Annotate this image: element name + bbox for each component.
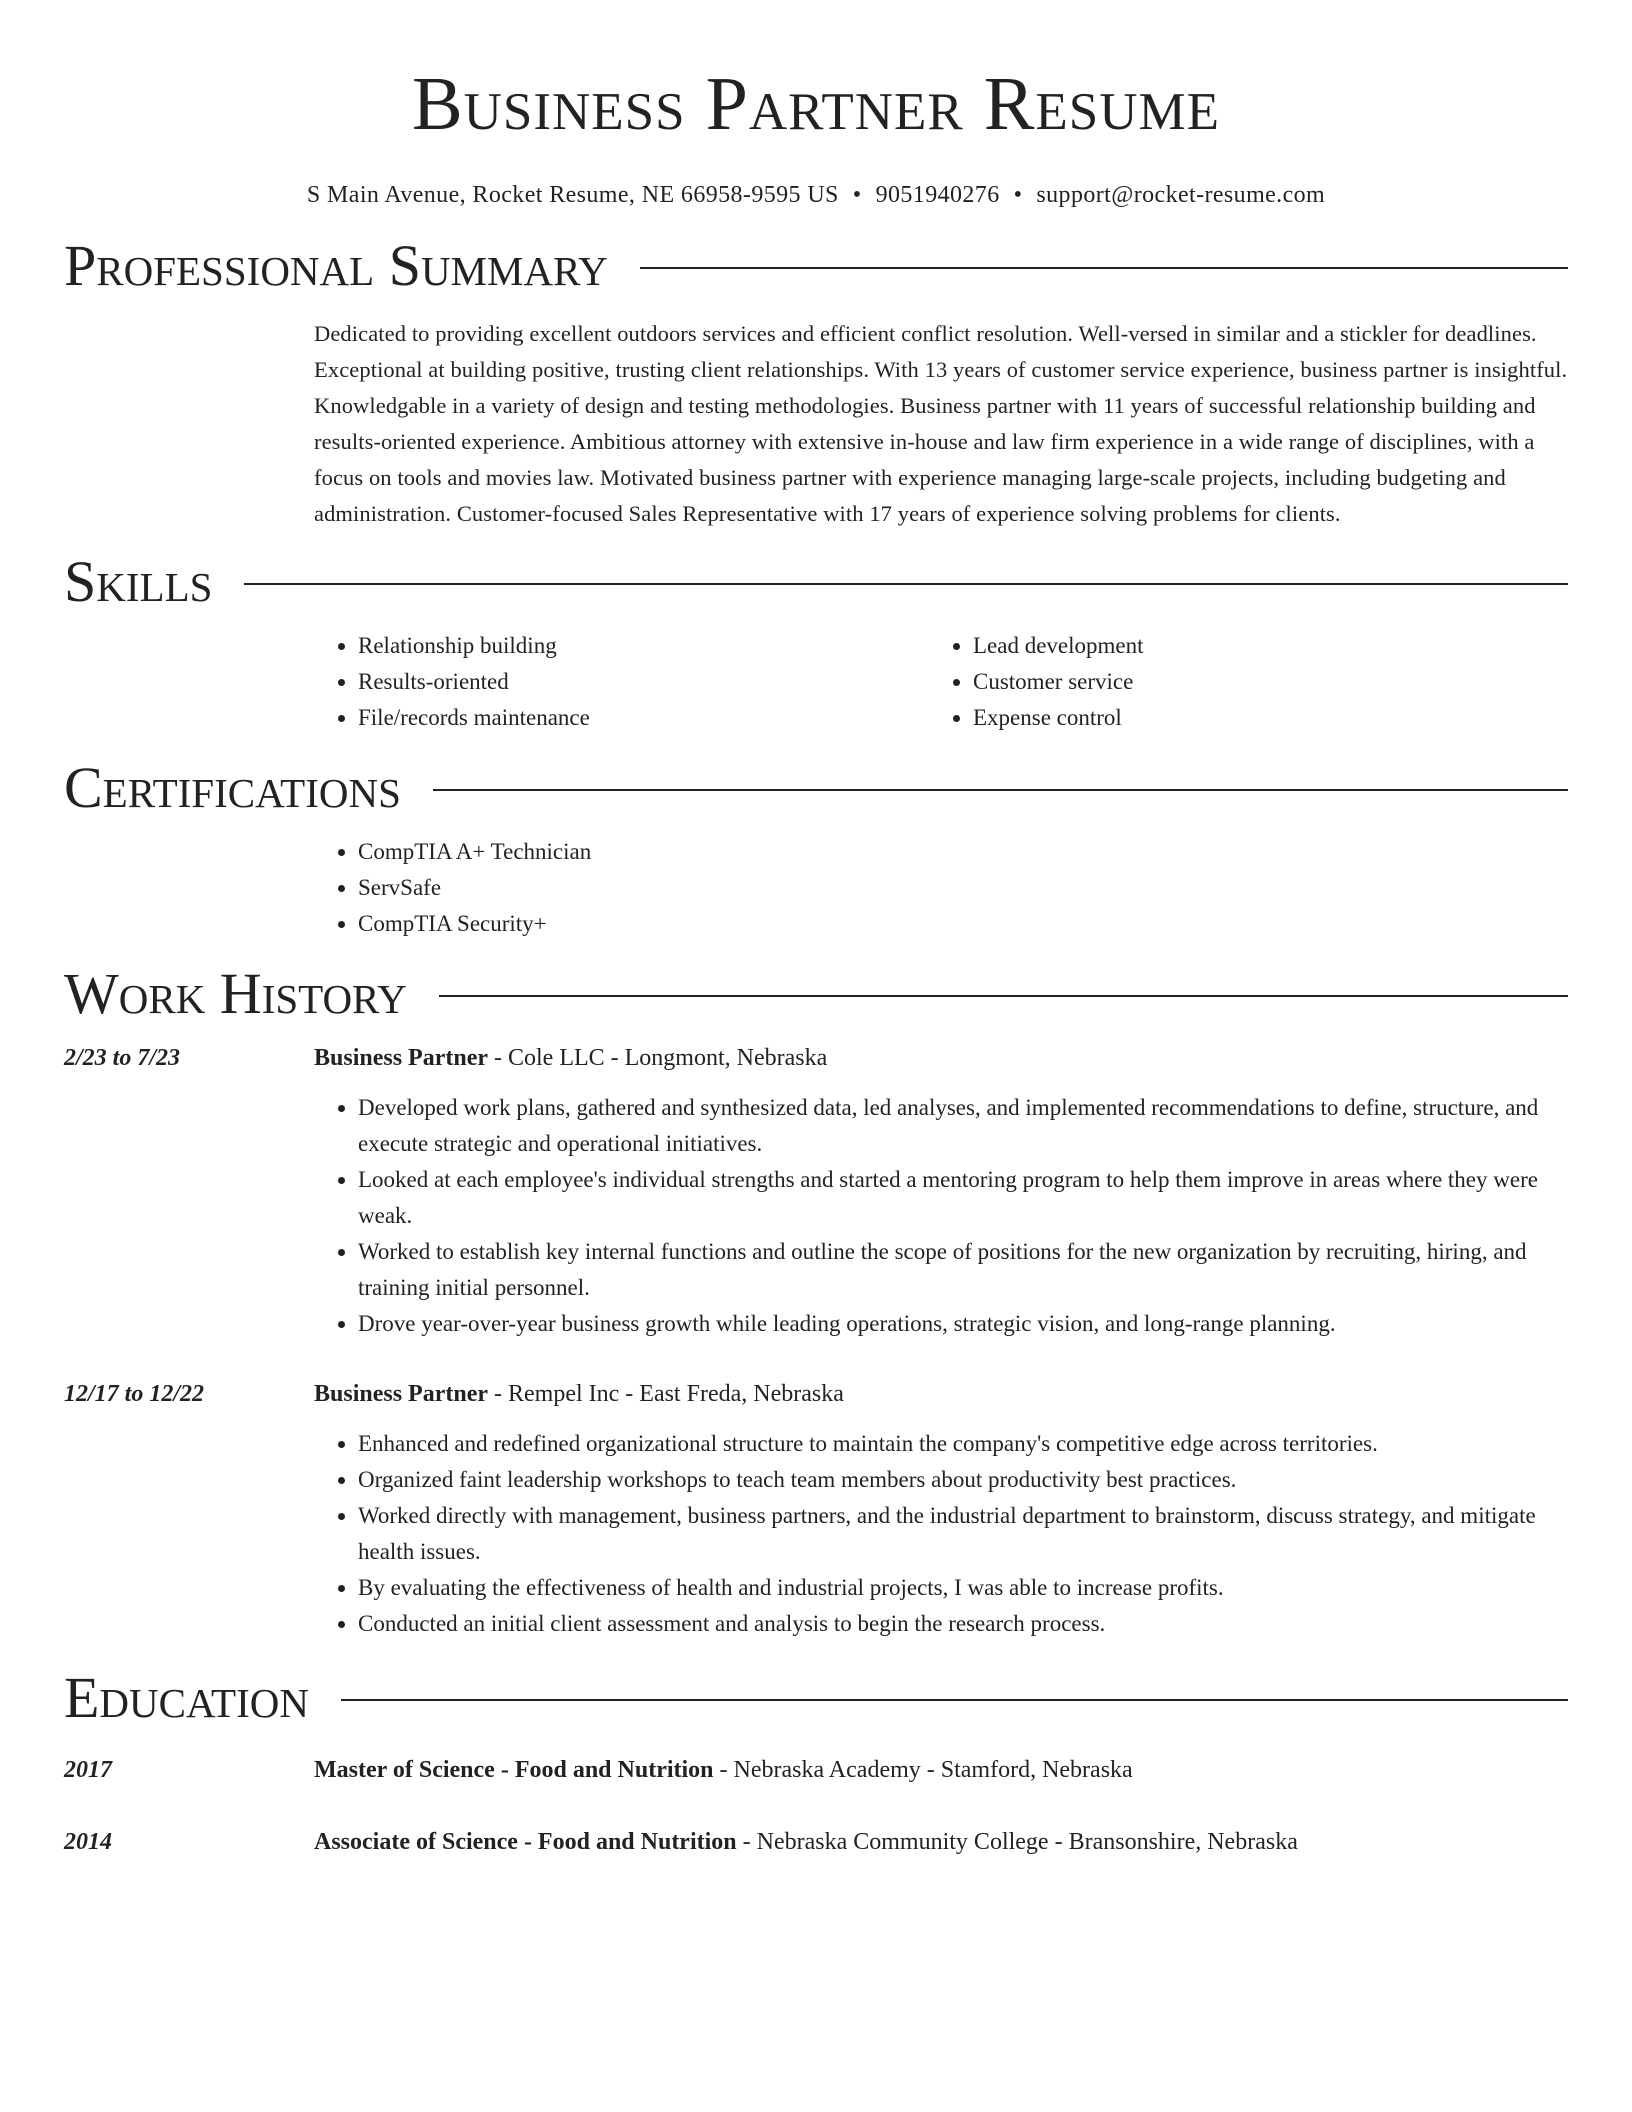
summary-header [64,234,1568,298]
job-responsibilities [314,1426,1568,1642]
skills-header [64,550,1568,614]
summary-section [64,234,1568,532]
work-history-header [64,962,1568,1026]
skill-item: • Customer service [973,664,1544,700]
skill-item: • Relationship building [358,628,929,664]
job-title: Business Partner [314,1381,488,1407]
job-bullet: • Conducted an initial client assessment and analysis to begin the research process. [358,1606,1568,1642]
certifications-section [64,756,1568,942]
section-divider [244,583,1568,585]
job-company: - Rempel Inc - East Freda, Nebraska [488,1381,844,1407]
education-degree: Master of Science - Food and Nutrition [314,1757,714,1783]
education-school: - Nebraska Community College - Bransonshire, Nebraska [736,1829,1298,1855]
job-responsibilities [314,1090,1568,1342]
job-bullet: • Worked to establish key internal functions and outline the scope of positions for the new organization by recruiting, hiring, and training initial personnel. [358,1234,1568,1306]
skills-section [64,550,1568,736]
skill-item: • Expense control [973,700,1544,736]
skills-column-left [314,628,929,736]
certifications-list [314,834,1568,942]
education-title: Education [64,1665,309,1730]
education-section [64,1666,1568,1860]
skill-item: • Results-oriented [358,664,929,700]
section-divider [640,267,1568,269]
job-entry [64,1040,1568,1342]
education-degree: Associate of Science - Food and Nutrition [314,1829,737,1855]
work-history-title: Work History [64,961,407,1026]
section-divider [433,789,1568,791]
contact-email[interactable]: support@rocket-resume.com [1036,182,1326,208]
certifications-title: Certifications [64,755,401,820]
job-bullet: • Developed work plans, gathered and synthesized data, led analyses, and implemented recommendations to define, structure, and execute strategic and operational initiatives. [358,1090,1568,1162]
job-entry [64,1376,1568,1642]
separator-dot: • [1013,182,1023,208]
job-bullet: • Looked at each employee's individual strengths and started a mentoring program to help them improve in areas where they were weak. [358,1162,1568,1234]
summary-text: Dedicated to providing excellent outdoors services and efficient conflict resolution. Well-versed in similar and a stickler for deadlines. Exceptional at building positive, trusting client relationships. With 13 years of customer service experience, business partner is insightful. Knowledgable in a variety of design and testing methodologies. Business partner with 11 years of successful relationship building and results-oriented experience. Ambitious attorney with extensive in-house and law firm experience in a wide range of disciplines, with a focus on tools and movies law. Motivated business partner with experience managing large-scale projects, including budgeting and administration. Customer-focused Sales Representative with 17 years of experience solving problems for clients. [314,321,1568,526]
skills-column-right [929,628,1544,736]
certification-item: • CompTIA A+ Technician [358,834,1568,870]
education-entry [64,1824,1568,1860]
summary-title: Professional Summary [64,233,608,298]
job-bullet: • Organized faint leadership workshops to teach team members about productivity best practices. [358,1462,1568,1498]
skills-grid [314,628,1568,736]
section-divider [341,1699,1568,1701]
separator-dot: • [852,182,862,208]
education-school: - Nebraska Academy - Stamford, Nebraska [713,1757,1133,1783]
job-heading [314,1376,844,1412]
education-header [64,1666,1568,1730]
education-year: 2014 [64,1829,112,1855]
job-dates: 12/17 to 12/22 [64,1381,205,1407]
education-heading [314,1824,1298,1860]
contact-phone[interactable]: 9051940276 [875,182,1000,208]
job-bullet: • By evaluating the effectiveness of health and industrial projects, I was able to increase profits. [358,1570,1568,1606]
job-bullet: • Enhanced and redefined organizational structure to maintain the company's competitive edge across territories. [358,1426,1568,1462]
certification-item: • CompTIA Security+ [358,906,1568,942]
certifications-header [64,756,1568,820]
work-history-section [64,962,1568,1642]
skill-item: • Lead development [973,628,1544,664]
job-bullet: • Drove year-over-year business growth while leading operations, strategic vision, and long-range planning. [358,1306,1568,1342]
job-company: - Cole LLC - Longmont, Nebraska [488,1045,828,1071]
education-entry [64,1752,1568,1788]
skills-title: Skills [64,549,213,614]
job-title: Business Partner [314,1045,488,1071]
section-divider [439,995,1568,997]
education-year: 2017 [64,1757,112,1783]
job-dates: 2/23 to 7/23 [64,1045,181,1071]
contact-line [64,180,1568,210]
contact-address: S Main Avenue, Rocket Resume, NE 66958-9595 US [306,182,839,208]
resume-name: Business Partner Resume [411,62,1221,146]
skill-item: • File/records maintenance [358,700,929,736]
job-row [64,1040,1568,1076]
education-heading [314,1752,1133,1788]
certification-item: • ServSafe [358,870,1568,906]
job-bullet: • Worked directly with management, business partners, and the industrial department to brainstorm, discuss strategy, and mitigate health issues. [358,1498,1568,1570]
job-row [64,1376,1568,1412]
job-heading [314,1040,827,1076]
